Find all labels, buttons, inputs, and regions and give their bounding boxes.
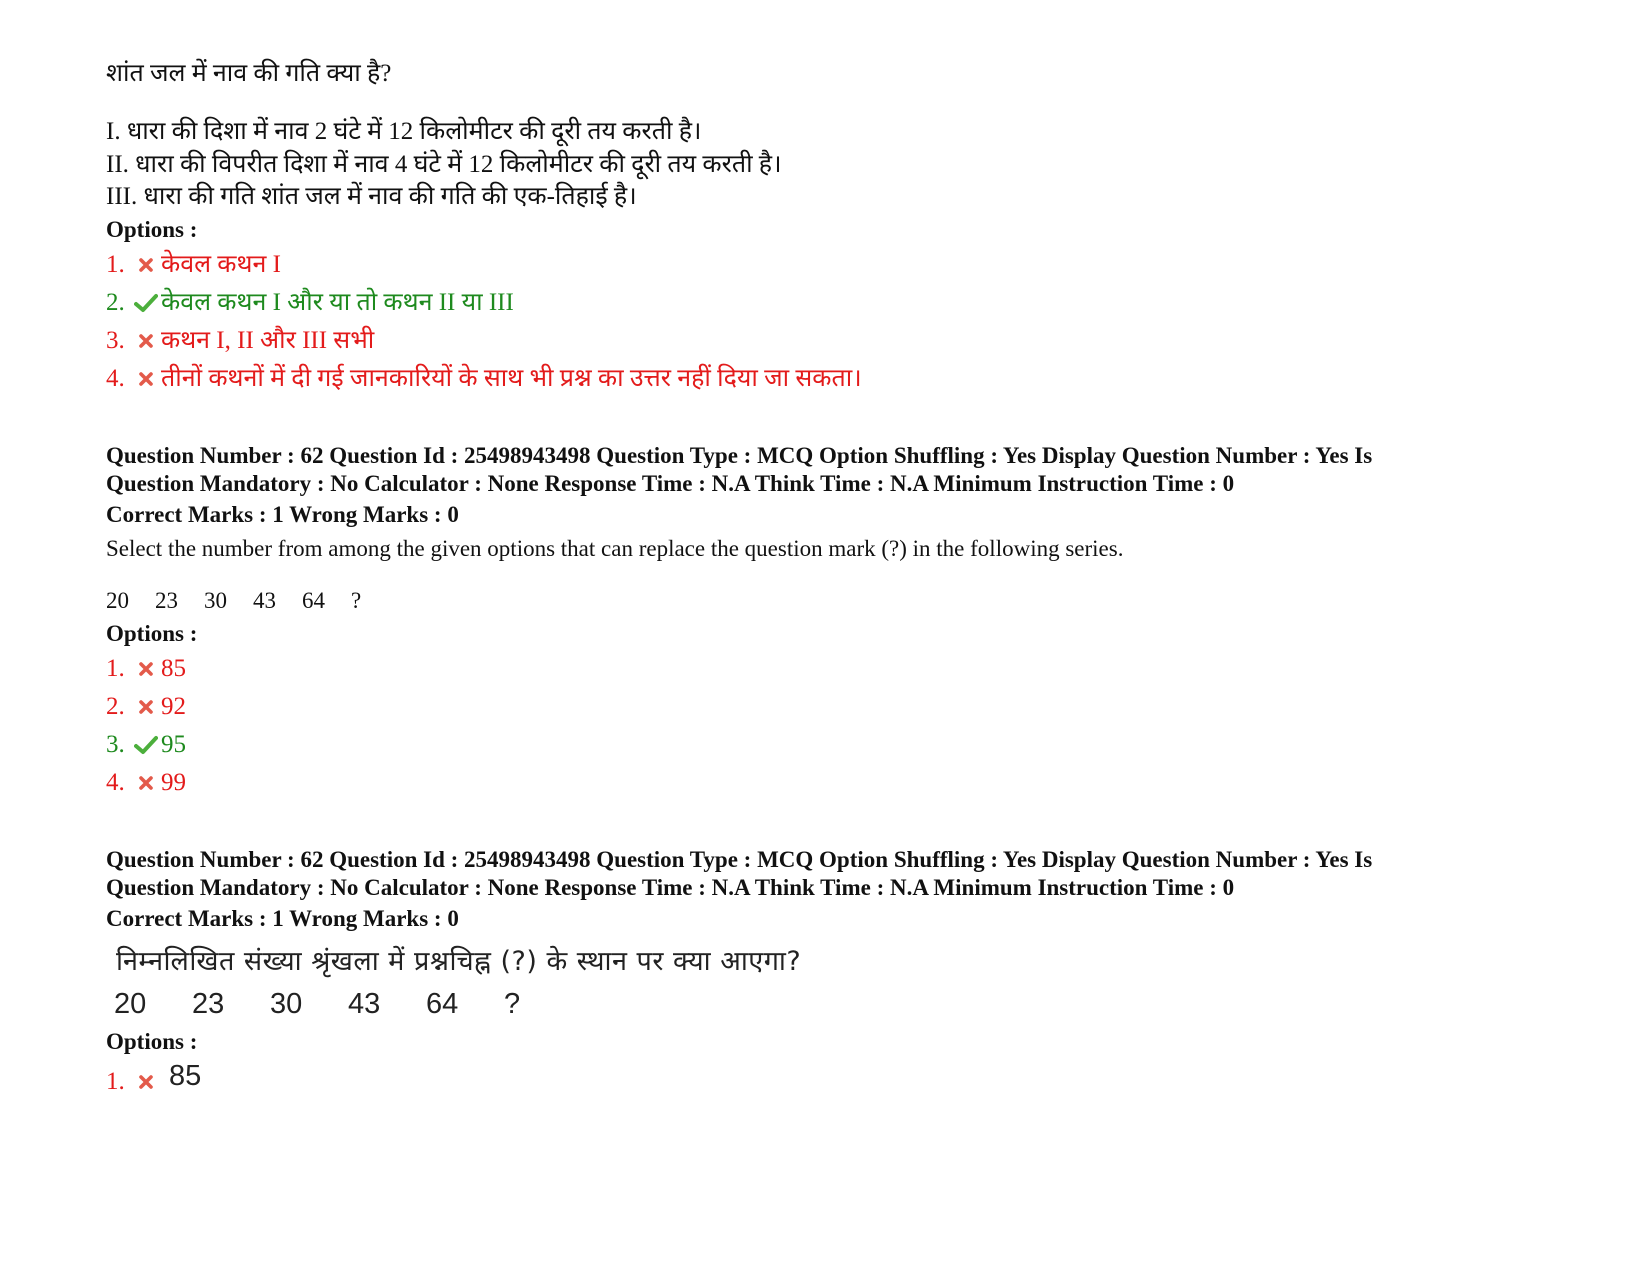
question-meta-line-2: Question Mandatory : No Calculator : None Response Time : N.A Think Time : N.A Minimum Instruction Time : 0	[106, 470, 1235, 496]
question-block-1	[106, 58, 1546, 398]
option-number: 1.	[106, 250, 125, 278]
option-text: 95	[161, 730, 186, 758]
option-text: कथन I, II और III सभी	[161, 326, 375, 354]
option-number: 4.	[106, 768, 125, 796]
series-term: 64	[302, 587, 325, 613]
marks-line: Correct Marks : 1 Wrong Marks : 0	[106, 905, 459, 931]
question-block-2	[106, 442, 1546, 802]
option-number: 3.	[106, 326, 125, 354]
question-meta-line-1: Question Number : 62 Question Id : 25498943498 Question Type : MCQ Option Shuffling : Yes Display Question Number : Yes Is	[106, 442, 1373, 468]
option-1	[106, 650, 1546, 688]
option-4	[106, 360, 1546, 398]
option-text: केवल कथन I	[161, 250, 281, 278]
statements	[106, 116, 1546, 214]
option-text: 92	[161, 692, 186, 720]
option-3	[106, 322, 1546, 360]
option-text: तीनों कथनों में दी गई जानकारियों के साथ भी प्रश्न का उत्तर नहीं दिया जा सकता।	[161, 364, 862, 392]
statement-2: II. धारा की विपरीत दिशा में नाव 4 घंटे में 12 किलोमीटर की दूरी तय करती है।	[106, 150, 782, 178]
option-2	[106, 284, 1546, 322]
option-3	[106, 726, 1546, 764]
options-heading: Options :	[106, 1028, 198, 1054]
option-number: 2.	[106, 692, 125, 720]
number-series	[106, 584, 1546, 618]
option-number: 1.	[106, 1067, 125, 1095]
option-number: 3.	[106, 730, 125, 758]
series-term: 43	[348, 987, 381, 1020]
cross-icon	[133, 657, 159, 681]
statement-1: I. धारा की दिशा में नाव 2 घंटे में 12 किलोमीटर की दूरी तय करती है।	[106, 118, 702, 145]
option-number: 4.	[106, 364, 125, 392]
option-text: 99	[161, 768, 186, 796]
question-text: निम्नलिखित संख्या श्रृंखला में प्रश्नचिह्न (?) के स्थान पर क्या आएगा?	[116, 945, 802, 977]
option-text: केवल कथन I और या तो कथन II या III	[161, 288, 514, 316]
statement-3: III. धारा की गति शांत जल में नाव की गति की एक-तिहाई है।	[106, 183, 637, 210]
cross-icon	[133, 1070, 159, 1094]
question-block-3	[106, 846, 1546, 1106]
options-list	[106, 246, 1546, 398]
options-heading: Options :	[106, 216, 198, 242]
number-series	[114, 982, 1546, 1026]
option-1	[106, 246, 1546, 284]
check-icon	[133, 733, 159, 757]
series-term: 20	[106, 587, 129, 613]
option-text: 85	[161, 654, 186, 682]
question-meta-line-2: Question Mandatory : No Calculator : None Response Time : N.A Think Time : N.A Minimum Instruction Time : 0	[106, 874, 1235, 900]
options-heading: Options :	[106, 620, 198, 646]
series-term: 23	[155, 587, 178, 613]
options-list	[106, 650, 1546, 802]
series-term: ?	[351, 587, 362, 613]
cross-icon	[133, 695, 159, 719]
series-term: ?	[504, 987, 521, 1020]
options-list	[106, 1058, 1546, 1106]
option-2	[106, 688, 1546, 726]
question-meta-line-1: Question Number : 62 Question Id : 25498943498 Question Type : MCQ Option Shuffling : Yes Display Question Number : Yes Is	[106, 846, 1373, 872]
option-text: 85	[169, 1059, 202, 1092]
cross-icon	[133, 367, 159, 391]
option-number: 1.	[106, 654, 125, 682]
series-term: 20	[114, 987, 147, 1020]
cross-icon	[133, 329, 159, 353]
series-term: 43	[253, 587, 276, 613]
check-icon	[133, 291, 159, 315]
series-term: 23	[192, 987, 225, 1020]
marks-line: Correct Marks : 1 Wrong Marks : 0	[106, 501, 459, 527]
series-term: 30	[204, 587, 227, 613]
option-1	[106, 1058, 1546, 1106]
option-4	[106, 764, 1546, 802]
series-term: 64	[426, 987, 459, 1020]
question-text: Select the number from among the given options that can replace the question mark (?) in the following series.	[106, 535, 1124, 561]
option-number: 2.	[106, 288, 125, 316]
question-paper-page	[106, 58, 1546, 1106]
question-text: शांत जल में नाव की गति क्या है?	[106, 60, 392, 87]
cross-icon	[133, 771, 159, 795]
cross-icon	[133, 253, 159, 277]
series-term: 30	[270, 987, 303, 1020]
